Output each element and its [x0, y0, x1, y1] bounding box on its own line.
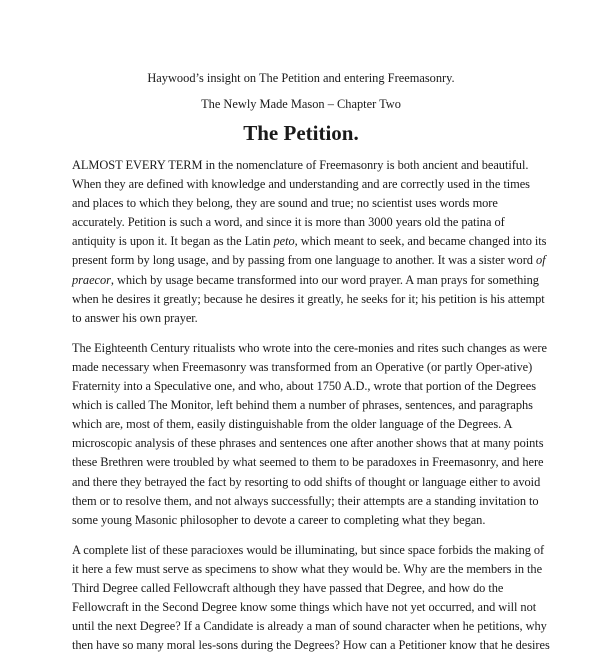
text-segment: made necessary when Freemasonry was transformed from an Operative (or partly Oper-ative) [72, 359, 533, 374]
document-body [72, 156, 550, 666]
text-line [72, 492, 539, 511]
text-segment: when he desires it greatly; because he desires it greatly, he seeks for it; his petition is his attempt [72, 291, 545, 306]
document-title: The Petition. [243, 121, 359, 145]
italic-term: of [535, 253, 546, 268]
text-line [72, 194, 530, 213]
text-line [72, 636, 550, 655]
text-line [72, 309, 530, 328]
italic-term: peto [273, 234, 295, 249]
text-line [72, 434, 544, 453]
text-line [72, 473, 541, 492]
italic-term: praecor [72, 272, 111, 287]
text-segment: which are, most of them, easily distinguishable from the older language of the Degrees. A [72, 417, 513, 432]
chapter-subtitle: The Newly Made Mason – Chapter Two [201, 97, 401, 111]
text-segment: When they are defined with knowledge and understanding and are correctly used in the times [72, 177, 530, 192]
text-segment: Fellowcraft in the Second Degree know some things which have not yet occurred, and will not [72, 600, 537, 615]
text-line [72, 415, 530, 434]
document-subtitle: Haywood’s insight on The Petition and entering Freemasonry. [147, 71, 455, 85]
text-segment: present form by long usage, and by passing from one language to another. It was a sister word [72, 253, 536, 268]
text-segment: these Brethren were troubled by what seemed to them to be paradoxes in Freemasonry, and here [72, 455, 544, 470]
text-segment: prayer [369, 272, 400, 287]
text-segment: until the next Degree? If a Candidate is already a man of sound character when he petitions, why [72, 619, 547, 634]
text-segment: then have so many moral les-sons during the Degrees? How can a Petitioner know that he desires [72, 638, 550, 653]
text-line [72, 290, 545, 309]
text-segment: The Eighteenth Century ritualists who wrote into the cere-monies and rites such changes as were [72, 340, 547, 355]
text-segment: accurately. Petition is such a word, and since it is more than 3000 years old the patina of [72, 215, 505, 230]
text-line [72, 213, 530, 232]
text-segment: , which by usage became transformed into our word [110, 272, 370, 287]
text-line [72, 232, 547, 251]
text-line [72, 339, 547, 358]
text-segment: A complete list of these paracioxes would be illuminating, but since space forbids the making of [72, 542, 545, 557]
text-segment: Third Degree called Fellowcraft although they have passed that Degree, and how do the [72, 580, 504, 595]
text-line [72, 511, 530, 530]
text-segment: microscopic analysis of these phrases and sentences one after another shows that at many points [72, 436, 544, 451]
text-line [72, 579, 530, 598]
text-line [72, 541, 545, 560]
text-line [72, 377, 536, 396]
text-line [72, 358, 533, 377]
text-segment: some young Masonic philosopher to devote a career to completing what they began. [72, 512, 486, 527]
text-line [72, 453, 544, 472]
text-segment: , which meant to seek, and became changed into its [294, 234, 547, 249]
body-paragraph [72, 339, 547, 530]
text-segment: to answer his own prayer. [72, 310, 198, 325]
text-line [72, 156, 530, 175]
text-line [72, 271, 539, 290]
body-paragraph [72, 541, 550, 656]
text-segment: and there they betrayed the fact by resorting to odd shifts of thought or language either to avoid [72, 474, 541, 489]
body-paragraph [72, 156, 547, 328]
text-segment: it here a few must serve as specimens to show what they would be. Why are the members in the [72, 561, 543, 576]
text-line [72, 598, 537, 617]
text-segment: which is called The Monitor, left behind them a number of phrases, sentences, and paragraphs [72, 398, 533, 413]
text-segment: them or to resolve them, and not always successfully; their attempts are a standing invitation to [72, 493, 539, 508]
text-line [72, 251, 546, 270]
text-line [72, 175, 530, 194]
text-segment: . A man prays for something [399, 272, 539, 287]
text-line [72, 396, 533, 415]
text-segment: and places to which they belong, they are sound and true; no scientist uses words more [72, 196, 498, 211]
text-line [72, 617, 547, 636]
text-line [72, 560, 543, 579]
text-segment: Fraternity into a Speculative one, and who, about 1750 A.D., wrote that portion of the Degrees [72, 379, 536, 394]
text-segment: ALMOST EVERY TERM in the nomenclature of Freemasonry is both ancient and beautiful. [72, 158, 529, 172]
text-segment: antiquity is upon it. It began as the Latin [72, 234, 274, 249]
